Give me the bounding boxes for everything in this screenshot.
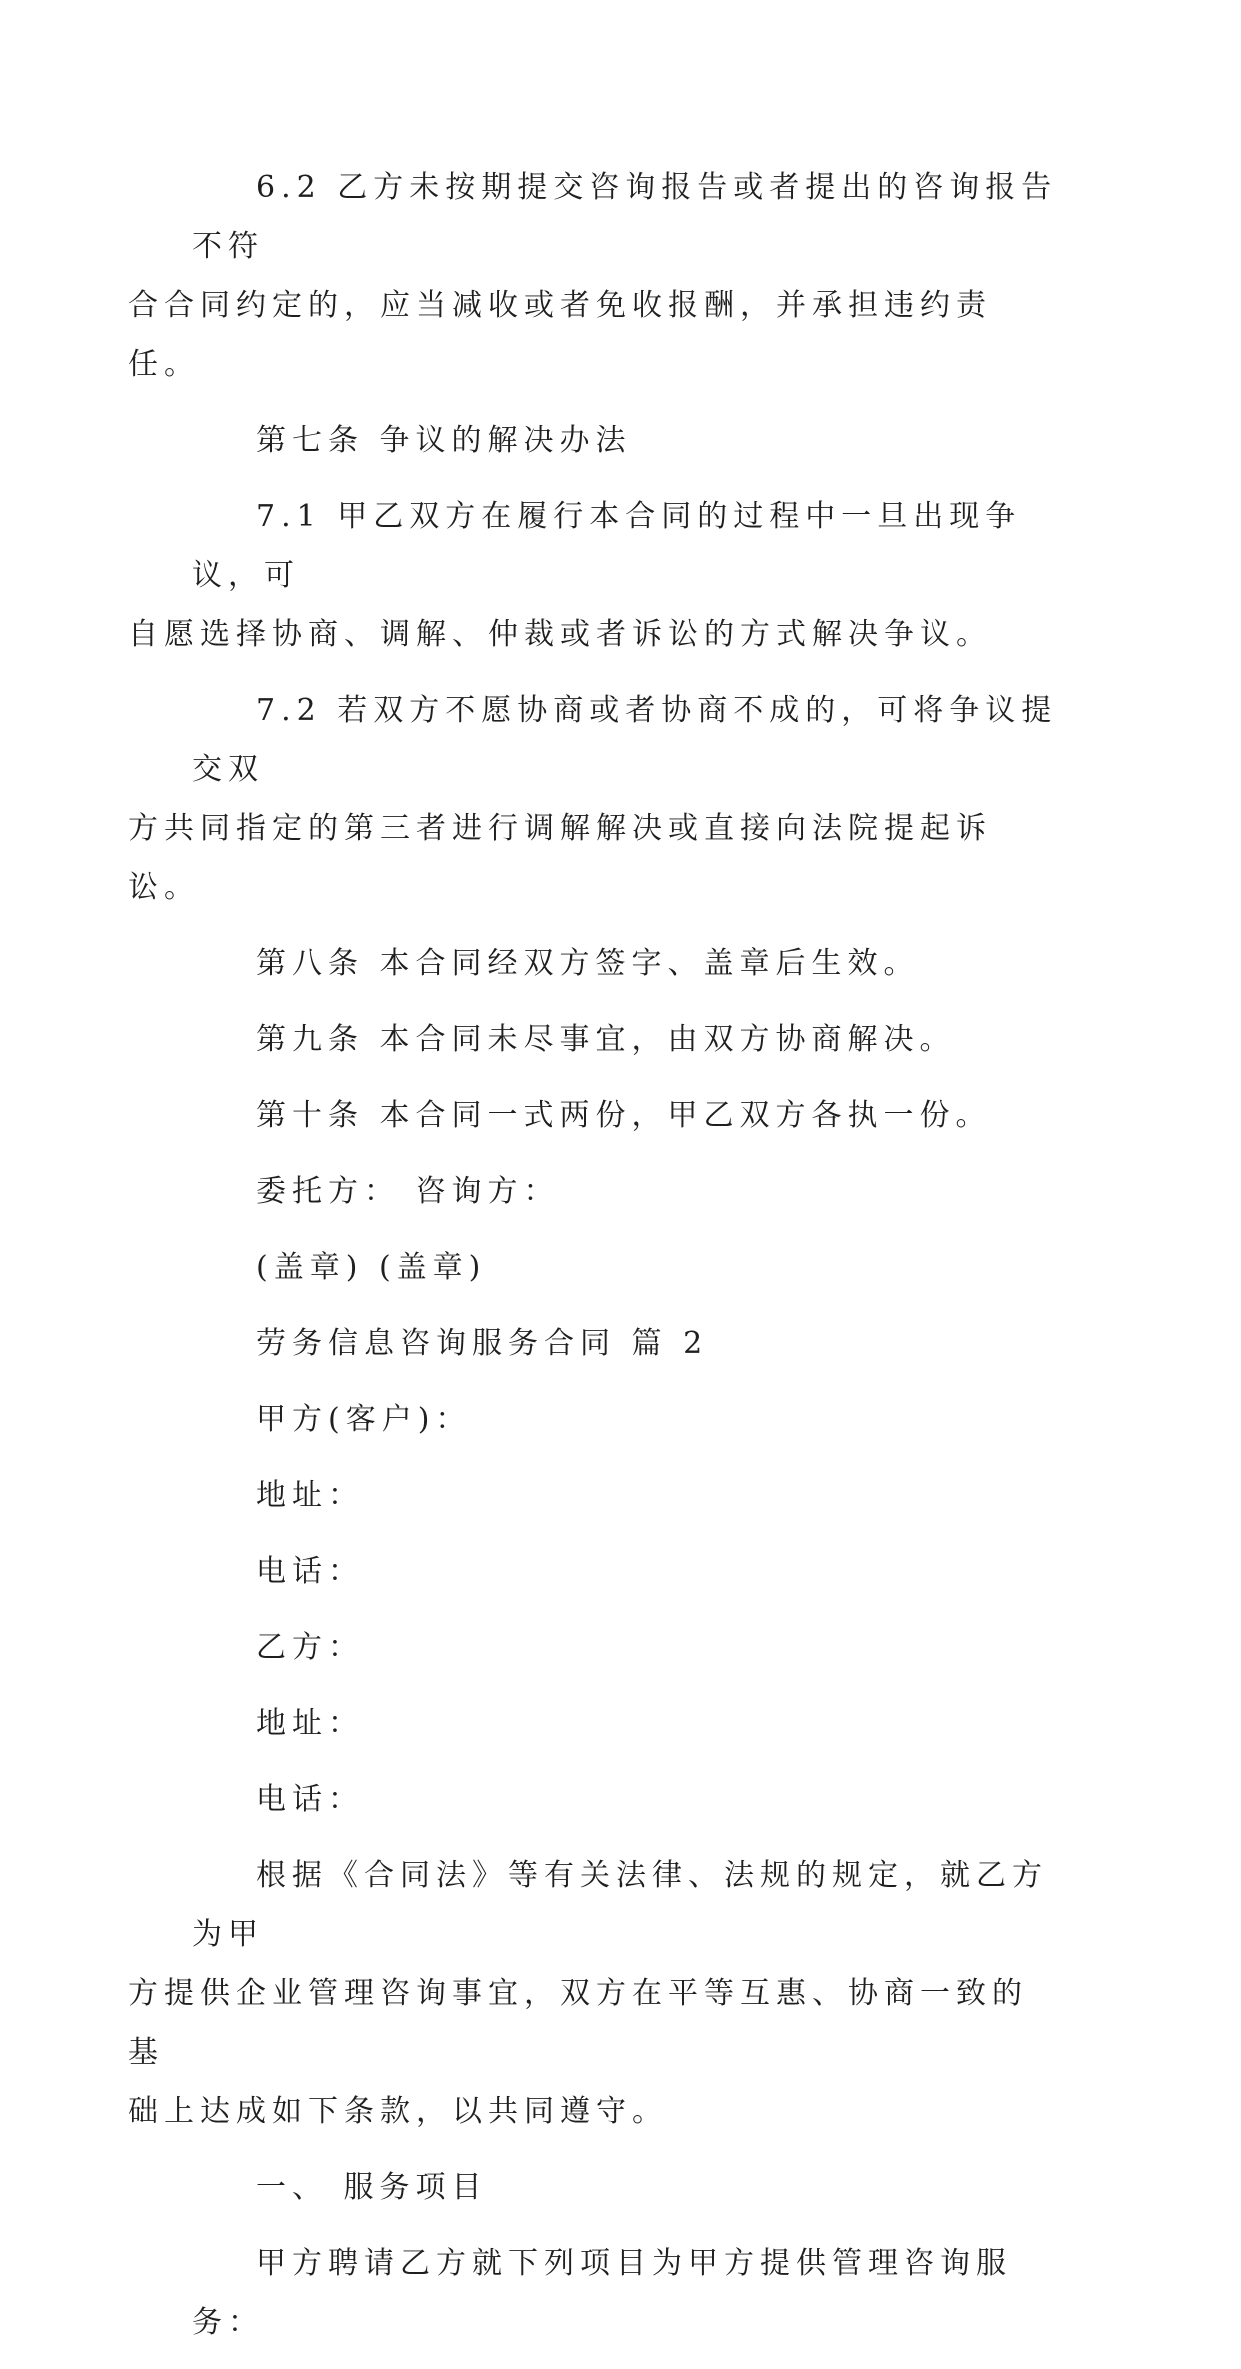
clause-6-2 — [128, 158, 1062, 394]
clause-7-1 — [128, 487, 1062, 664]
text-line: 础上达成如下条款，以共同遵守。 — [128, 2094, 668, 2129]
section-1-body — [192, 2234, 1062, 2352]
party-a-phone — [192, 1542, 1062, 1601]
text-line: 方共同指定的第三者进行调解解决或直接向法院提起诉讼。 — [128, 811, 992, 905]
party-b-phone — [192, 1770, 1062, 1829]
text-line: 劳务信息咨询服务合同 篇 2 — [256, 1326, 709, 1361]
text-line: 一、 服务项目 — [256, 2170, 488, 2205]
article-10 — [192, 1086, 1062, 1145]
text-line: 根据《合同法》等有关法律、法规的规定，就乙方为甲 — [192, 1858, 1048, 1952]
text-line: (盖章) (盖章) — [256, 1250, 487, 1285]
clause-7-2 — [128, 681, 1062, 917]
preamble — [128, 1846, 1062, 2141]
article-8 — [192, 934, 1062, 993]
text-line: 甲方(客户)： — [256, 1402, 472, 1437]
text-line: 电话： — [256, 1554, 364, 1589]
party-a-label — [192, 1390, 1062, 1449]
text-line: 合合同约定的，应当减收或者免收报酬，并承担违约责任。 — [128, 288, 992, 382]
text-line: 第八条 本合同经双方签字、盖章后生效。 — [256, 946, 920, 981]
text-line: 7.2 若双方不愿协商或者协商不成的，可将争议提交双 — [192, 693, 1058, 787]
text-line: 第七条 争议的解决办法 — [256, 423, 632, 458]
party-a-address — [192, 1466, 1062, 1525]
text-line: 第十条 本合同一式两份，甲乙双方各执一份。 — [256, 1098, 992, 1133]
document-body — [128, 158, 1062, 2369]
section-1-heading — [192, 2158, 1062, 2217]
text-line: 委托方： 咨询方： — [256, 1174, 560, 1209]
party-b-address — [192, 1694, 1062, 1753]
text-line: 7.1 甲乙双方在履行本合同的过程中一旦出现争议，可 — [192, 499, 1022, 593]
signature-seals — [192, 1238, 1062, 1297]
article-7-heading — [192, 411, 1062, 470]
party-b-label — [192, 1618, 1062, 1677]
text-line: 乙方： — [256, 1630, 364, 1665]
text-line: 第九条 本合同未尽事宜，由双方协商解决。 — [256, 1022, 956, 1057]
contract-2-title — [192, 1314, 1062, 1373]
article-9 — [192, 1010, 1062, 1069]
text-line: 甲方聘请乙方就下列项目为甲方提供管理咨询服务： — [192, 2246, 1012, 2340]
signature-parties — [192, 1162, 1062, 1221]
text-line: 自愿选择协商、调解、仲裁或者诉讼的方式解决争议。 — [128, 617, 992, 652]
text-line: 地址： — [256, 1706, 364, 1741]
text-line: 6.2 乙方未按期提交咨询报告或者提出的咨询报告不符 — [192, 170, 1058, 264]
text-line: 电话： — [256, 1782, 364, 1817]
text-line: 地址： — [256, 1478, 364, 1513]
text-line: 方提供企业管理咨询事宜，双方在平等互惠、协商一致的基 — [128, 1976, 1028, 2070]
